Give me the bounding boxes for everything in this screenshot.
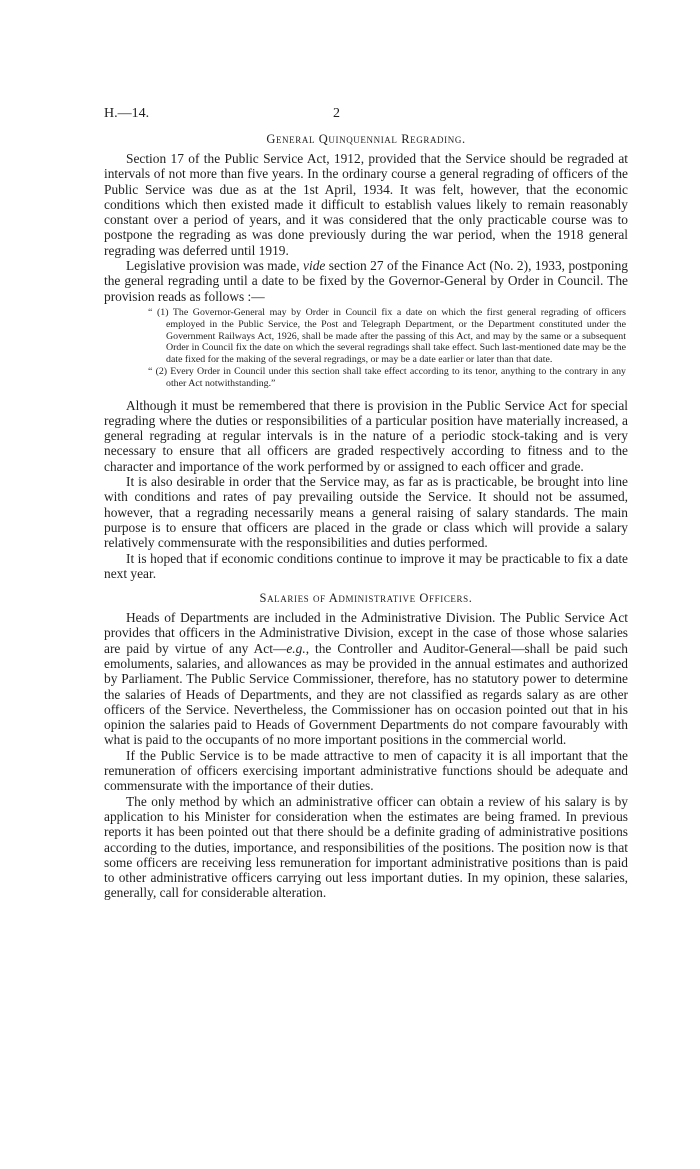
section-heading-salaries: Salaries of Administrative Officers. [259,591,473,606]
text-span: Heads of Departments are included in the Administrative Division. The Public Service Act provides that officers in the Administrative Division, except in the case of those whose salaries are paid by virtue of any Act— [104,610,628,656]
page-number: 2 [333,106,340,121]
italic-term: e.g. [286,640,306,656]
text-span: section 27 of the Finance Act (No. 2), 1933, postponing the general regrading until a date to be fixed by the Governor-General by Order in Council. The provision reads as follows :— [104,258,628,304]
italic-term: vide [303,258,326,274]
paragraph: It is hoped that if economic conditions continue to improve it may be practicable to fix a date next year. [104,550,628,581]
text-span: Legislative provision was made, [126,258,304,274]
quote-clause-2: “ (2) Every Order in Council under this section shall take effect according to its tenor, anything to the contrary in any other Act notwithstanding.” [148,365,626,389]
text-span: , the Controller and Auditor-General—shall be paid such emoluments, salaries, and allowances as may be provided in the annual estimates and authorized by Parliament. The Public Service Commissioner, therefore, has no statutory power to determine the salaries of Heads of Departments, and they are not classified as regards salary as are other officers of the Service. Nevertheless, the Commissioner has on occasion pointed out that in his opinion the salaries paid to Heads of Government Departments do not compare favourably with what is paid to the occupants of no more important positions in the commercial world. [104,640,628,748]
paragraph: It is also desirable in order that the Service may, as far as is practicable, be brought into line with conditions and rates of pay prevailing outside the Service. It should not be assumed, however, that a regrading necessarily means a general raising of salary standards. The main purpose is to ensure that officers are placed in the grade or class which will provide a salary relatively commensurate with the responsibilities and duties performed. [104,474,628,551]
quote-clause-1: “ (1) The Governor-General may by Order in Council fix a date on which the first general regrading of officers employed in the Public Service, the Post and Telegraph Department, or the Department constituted under the Government Railways Act, 1926, shall be made after the passing of this Act, and may by the same or a subsequent Order in Council fix the date on which the several regradings shall take effect. Such last-mentioned date may be the date fixed for the making of the several regradings, or may be a date earlier or later than that date. [148,306,626,366]
report-reference: H.—14. [104,106,150,121]
page-body [104,130,628,901]
statute-quotation [104,307,628,390]
paragraph: The only method by which an administrative officer can obtain a review of his salary is by application to his Minister for consideration when the estimates are being framed. In previous reports it has been pointed out that there should be a definite grading of administrative positions according to the duties, importance, and responsibilities of the positions. The position now is that some officers are receiving less remuneration for important administrative positions than is paid to other administrative officers carrying out less important duties. In my opinion, these salaries, generally, call for considerable alteration. [104,793,628,901]
paragraph-legislative-provision [104,258,628,304]
paragraph: Although it must be remembered that there is provision in the Public Service Act for special regrading where the duties or responsibilities of a particular position have materially increased, a general regrading at regular intervals is in the nature of a periodic stock-taking and is very necessary to ensure that all officers are graded respectively according to fitness and to the character and importance of the work performed by or assigned to each officer and grade. [104,397,628,474]
paragraph: Section 17 of the Public Service Act, 1912, provided that the Service should be regraded at intervals of not more than five years. In the ordinary course a general regrading of officers of the Public Service was due as at the 1st April, 1934. It was felt, however, that the economic conditions which then existed made it difficult to establish values likely to remain reasonably constant over a period of years, and it was considered that the only practicable course was to postpone the regrading as was done previously during the war period, when the 1918 general regrading was deferred until 1919. [104,151,628,258]
section-heading-regrading: General Quinquennial Regrading. [266,132,466,146]
section-spacer [104,581,628,589]
paragraph: If the Public Service is to be made attractive to men of capacity it is all important that the remuneration of officers exercising important administrative functions should be adequate and commensurate with the importance of their duties. [104,747,628,794]
paragraph-administrative-division [104,610,628,748]
